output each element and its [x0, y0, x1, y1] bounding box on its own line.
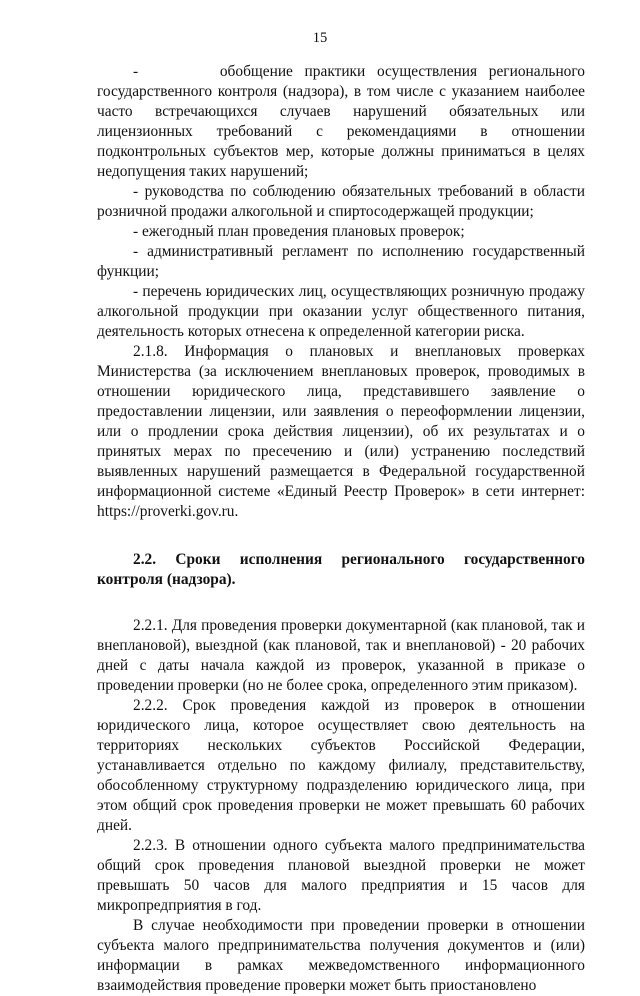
- paragraph-legal-entities-list: - перечень юридических лиц, осуществляющих розничную продажу алкогольной продукции при оказании услуг общественного питания, деятельность которых отнесена к определенной категории риска.: [97, 283, 585, 340]
- paragraph-generalization: - обобщение практики осуществления регионального государственного контроля (надзора), в том числе с указанием наиболее часто встречающихся случаев нарушений обязательных или лицензионных требований с рекомендациями в отношении подконтрольных субъектов мер, которые должны приниматься в целях недопущения таких нарушений;: [97, 63, 585, 180]
- paragraph-2-2-2: 2.2.2. Срок проведения каждой из проверок в отношении юридического лица, которое осуществляет свою деятельность на территориях нескольких субъектов Российской Федерации, устанавливается отдельно по каждому филиалу, представительству, обособленному структурному подразделению юридического лица, при этом общий срок проведения проверки не может превышать 60 рабочих дней.: [97, 697, 585, 834]
- paragraph-2-2-1: 2.2.1. Для проведения проверки документарной (как плановой, так и внеплановой), выездной (как плановой, так и внеплановой) - 20 рабочих дней с даты начала каждой из проверок, указанной в приказе о проведении проверки (но не более срока, определенного этим приказом).: [97, 617, 585, 694]
- paragraph-suspension: В случае необходимости при проведении проверки в отношении субъекта малого предпринимательства получения документов и (или) информации в рамках межведомственного информационного взаимодействия проведение проверки может быть приостановлено: [97, 917, 585, 994]
- paragraph-admin-regulation: - административный регламент по исполнению государственный функции;: [97, 243, 585, 280]
- document-body: [97, 62, 585, 996]
- page-number: 15: [312, 30, 328, 46]
- paragraph-2-1-8: 2.1.8. Информация о плановых и внеплановых проверках Министерства (за исключением внеплановых проверок, проводимых в отношении юридического лица, представившего заявление о предоставлении лицензии, или заявления о переоформлении лицензии, или о продлении срока действия лицензии), об их результатах и о принятых мерах по пресечению и (или) устранению последствий выявленных нарушений размещается в Федеральной государственной информационной системе «Единый Реестр Проверок» в сети интернет: https://proverki.gov.ru.: [97, 343, 585, 520]
- section-heading-2-2: 2.2. Сроки исполнения регионального государственного контроля (надзора).: [97, 551, 585, 588]
- paragraph-guidance: - руководства по соблюдению обязательных требований в области розничной продажи алкогольной и спиртосодержащей продукции;: [97, 183, 585, 220]
- paragraph-annual-plan: - ежегодный план проведения плановых проверок;: [133, 223, 465, 240]
- paragraph-2-2-3: 2.2.3. В отношении одного субъекта малого предпринимательства общий срок проведения плановой выездной проверки не может превышать 50 часов для малого предприятия и 15 часов для микропредприятия в год.: [97, 837, 585, 914]
